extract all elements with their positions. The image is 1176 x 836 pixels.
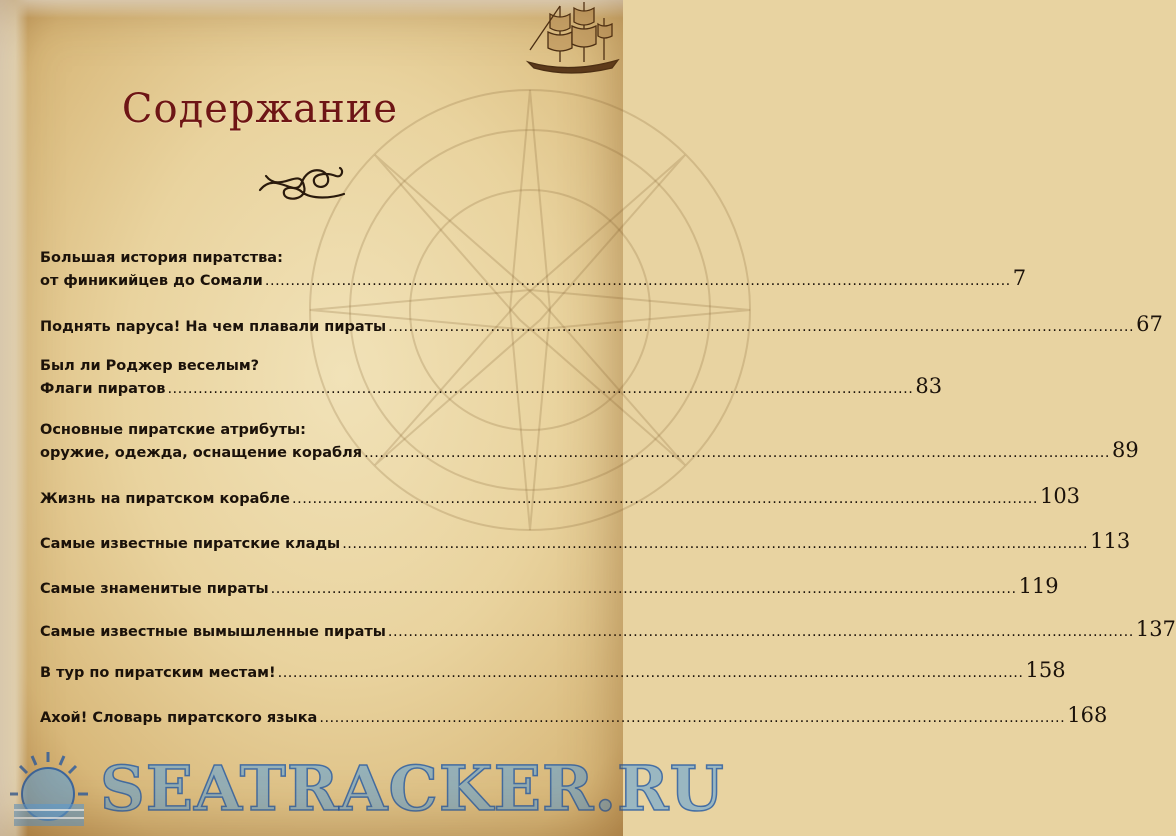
leader-dots [364,443,1110,463]
toc-entry[interactable] [40,420,1139,463]
toc-page-number: 89 [1112,438,1139,462]
toc-entry-title: от финикийцев до Сомали [40,273,263,289]
toc-entry[interactable] [40,312,1163,337]
leader-dots [167,379,913,399]
leader-dots [265,271,1011,291]
toc-entry-title: Самые знаменитые пираты [40,581,269,597]
leader-dots [271,579,1017,599]
toc-entry-title: В тур по пиратским местам! [40,665,276,681]
toc-entry-title: Большая история пиратства: [40,250,283,266]
toc-entry[interactable] [40,617,1176,642]
toc-entry-title: оружие, одежда, оснащение корабля [40,445,363,461]
compass-rose-icon [300,80,760,540]
leader-dots [388,622,1134,642]
toc-entry-title: Жизнь на пиратском корабле [40,491,291,507]
watermark-text: SEATRACKER.RU [100,752,725,825]
leader-dots [278,663,1024,683]
toc-entry[interactable] [40,529,1131,554]
toc-entry[interactable] [40,484,1081,509]
toc-entry[interactable] [40,248,1027,291]
toc-page-number: 168 [1067,703,1108,727]
toc-entry-title: Ахой! Словарь пиратского языка [40,710,318,726]
sailing-ship-icon [520,0,623,80]
toc-page-number: 137 [1135,617,1176,641]
toc-entry[interactable] [40,574,1059,599]
toc-page-number: 7 [1012,266,1027,290]
leader-dots [388,317,1134,337]
toc-entry-title: Самые известные вымышленные пираты [40,624,386,640]
leader-dots [319,708,1065,728]
toc-entry-title: Был ли Роджер веселым? [40,358,260,374]
toc-entry-title: Основные пиратские атрибуты: [40,422,306,438]
toc-entry[interactable] [40,658,1066,683]
toc-page-number: 83 [915,374,943,398]
toc-page-number: 67 [1136,312,1163,336]
toc-entry[interactable] [40,356,943,399]
toc-page-number: 119 [1018,574,1059,598]
page-title: Содержание [121,86,399,132]
toc-page-number: 103 [1039,484,1081,508]
toc-page-number: 158 [1025,658,1066,682]
leader-dots [292,489,1038,509]
leader-dots [342,534,1088,554]
toc-entry-title: Самые известные пиратские клады [40,536,341,552]
toc-entry[interactable] [40,703,1108,728]
toc-entry-title: Поднять паруса! На чем плавали пираты [40,319,387,335]
toc-entry-title: Флаги пиратов [40,381,166,397]
toc-page-number: 113 [1090,529,1131,553]
swirl-ornament-icon [256,160,348,206]
